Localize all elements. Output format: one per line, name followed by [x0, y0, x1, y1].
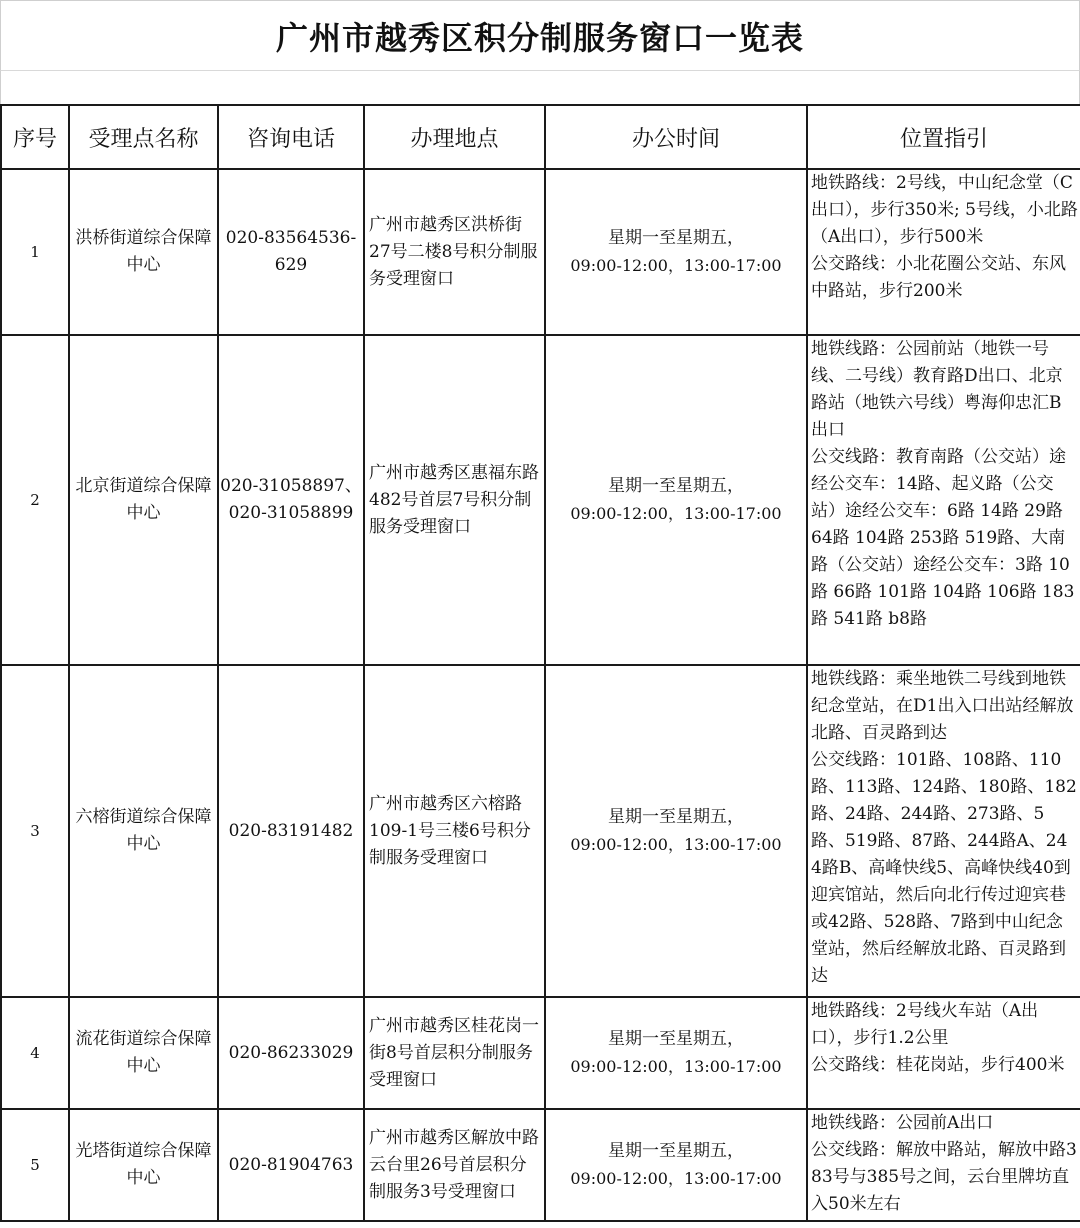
- row-address: 广州市越秀区六榕路109-1号三楼6号积分制服务受理窗口: [364, 665, 545, 997]
- header-hours: 办公时间: [545, 105, 807, 169]
- page-title: 广州市越秀区积分制服务窗口一览表: [275, 19, 804, 57]
- row-phone: 020-86233029: [218, 997, 364, 1109]
- row-hours-days: 星期一至星期五，: [608, 1141, 744, 1161]
- row-hours: [545, 1109, 807, 1221]
- header-guide: 位置指引: [807, 105, 1080, 169]
- service-window-table: [0, 104, 1080, 1222]
- row-phone: 020-83191482: [218, 665, 364, 997]
- table-row: [1, 665, 1080, 997]
- row-name: 流花街道综合保障中心: [69, 997, 218, 1109]
- row-guide: 地铁线路：公园前A出口 公交线路：解放中路站，解放中路383号与385号之间，云台里牌坊直入50米左右: [807, 1109, 1080, 1221]
- row-address: 广州市越秀区解放中路云台里26号首层积分制服务3号受理窗口: [364, 1109, 545, 1221]
- header-phone: 咨询电话: [218, 105, 364, 169]
- row-name: 六榕街道综合保障中心: [69, 665, 218, 997]
- title-bar: [0, 0, 1080, 71]
- table-row: [1, 169, 1080, 335]
- row-hours-days: 星期一至星期五，: [608, 228, 744, 248]
- row-hours-time: 09:00-12:00，13:00-17:00: [570, 1057, 782, 1076]
- row-index: 3: [1, 665, 69, 997]
- row-guide: 地铁线路：公园前站（地铁一号线、二号线）教育路D出口、北京路站（地铁六号线）粤海仰忠汇B出口 公交线路：教育南路（公交站）途经公交车：14路、起义路（公交站）途经公交车：6路 14路 29路 64路 104路 253路 519路、大南路（公交站）途经公交车：3路 10路 66路 101路 104路 106路 183路 541路 b8路: [807, 335, 1080, 665]
- row-hours-days: 星期一至星期五，: [608, 807, 744, 827]
- table-row: [1, 997, 1080, 1109]
- row-index: 5: [1, 1109, 69, 1221]
- row-index: 4: [1, 997, 69, 1109]
- row-address: 广州市越秀区洪桥街27号二楼8号积分制服务受理窗口: [364, 169, 545, 335]
- row-index: 2: [1, 335, 69, 665]
- table-row: [1, 1109, 1080, 1221]
- row-name: 北京街道综合保障中心: [69, 335, 218, 665]
- row-address: 广州市越秀区桂花岗一街8号首层积分制服务受理窗口: [364, 997, 545, 1109]
- row-guide: 地铁路线：2号线火车站（A出口），步行1.2公里 公交路线：桂花岗站，步行400米: [807, 997, 1080, 1109]
- row-name: 光塔街道综合保障中心: [69, 1109, 218, 1221]
- header-name: 受理点名称: [69, 105, 218, 169]
- header-row: [1, 105, 1080, 169]
- row-guide: 地铁线路：乘坐地铁二号线到地铁纪念堂站，在D1出入口出站经解放北路、百灵路到达 公交线路：101路、108路、110路、113路、124路、180路、182路、24路、244路、273路、5路、519路、87路、244路A、244路B、高峰快线5、高峰快线40到迎宾馆站，然后向北行传过迎宾巷或42路、528路、7路到中山纪念堂站，然后经解放北路、百灵路到达: [807, 665, 1080, 997]
- row-address: 广州市越秀区惠福东路482号首层7号积分制服务受理窗口: [364, 335, 545, 665]
- row-hours-days: 星期一至星期五，: [608, 476, 744, 496]
- row-hours-days: 星期一至星期五，: [608, 1029, 744, 1049]
- row-hours-time: 09:00-12:00，13:00-17:00: [570, 256, 782, 275]
- row-phone: 020-81904763: [218, 1109, 364, 1221]
- row-index: 1: [1, 169, 69, 335]
- row-hours: [545, 665, 807, 997]
- header-index: 序号: [1, 105, 69, 169]
- row-hours: [545, 335, 807, 665]
- row-hours-time: 09:00-12:00，13:00-17:00: [570, 504, 782, 523]
- row-phone: 020-83564536-629: [218, 169, 364, 335]
- row-hours: [545, 169, 807, 335]
- header-address: 办理地点: [364, 105, 545, 169]
- row-guide: 地铁路线：2号线，中山纪念堂（C出口），步行350米; 5号线，小北路（A出口），步行500米 公交路线：小北花圈公交站、东风中路站，步行200米: [807, 169, 1080, 335]
- table-row: [1, 335, 1080, 665]
- row-name: 洪桥街道综合保障中心: [69, 169, 218, 335]
- row-phone: 020-31058897、020-31058899: [218, 335, 364, 665]
- blank-row: [0, 70, 1080, 106]
- row-hours-time: 09:00-12:00，13:00-17:00: [570, 835, 782, 854]
- row-hours: [545, 997, 807, 1109]
- row-hours-time: 09:00-12:00，13:00-17:00: [570, 1169, 782, 1188]
